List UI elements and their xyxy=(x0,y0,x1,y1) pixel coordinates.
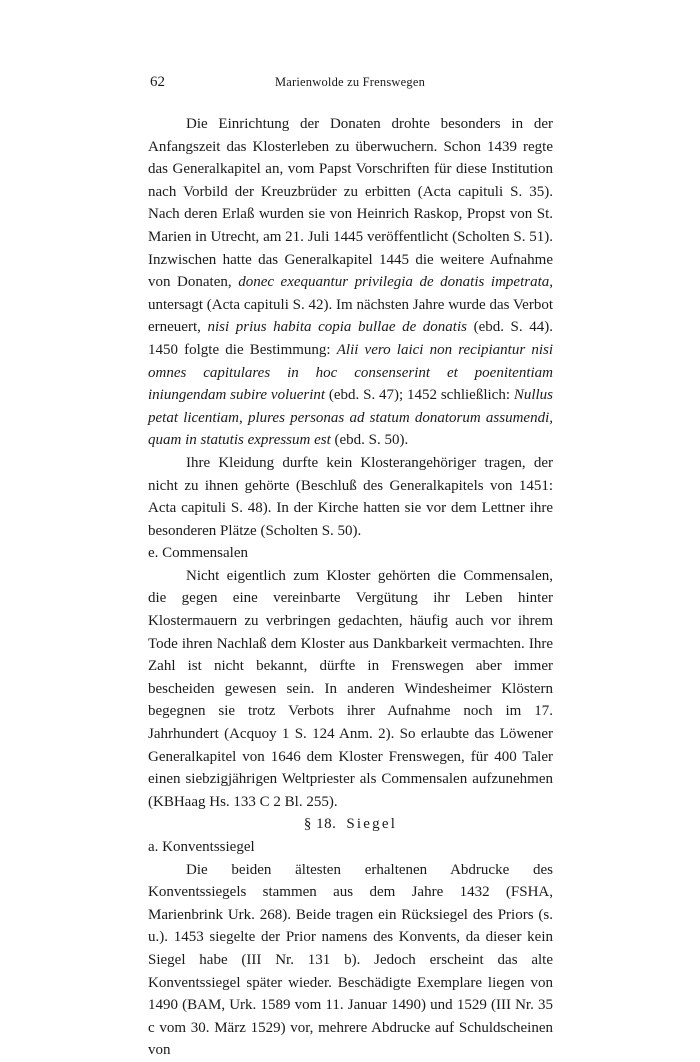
latin-quote: Nullus petat licentiam, plures personas ad statum donatorum assumendi, quam in statutis expressum est xyxy=(148,387,553,449)
section-heading xyxy=(148,813,553,836)
latin-quote: donec exequantur privilegia de donatis impetrata, xyxy=(238,274,553,291)
paragraph-kleidung: Ihre Kleidung durfte kein Klosterangehöriger tragen, der nicht zu ihnen gehörte (Beschluß des Generalkapitels von 1451: Acta capituli S. 48). In der Kirche hatten sie vor dem Lettner ihre besonderen Plätze (Scholten S. 50). xyxy=(148,454,553,539)
text-run: (ebd. S. 50). xyxy=(330,432,409,449)
text-run: untersagt (Acta capituli S. 42). Im nächsten Jahre wurde das Verbot erneuert, xyxy=(148,296,553,336)
page-number: 62 xyxy=(150,74,165,90)
text-run: Die Einrichtung der Donaten drohte besonders in der Anfangszeit das Klosterleben zu überwuchern. Schon 1439 regte das Generalkapitel an, vom Papst Vorschriften für diese Institution nach Vorbild der Kreuzbrüder zu erbitten (Acta capituli S. 35). Nach deren Erlaß wurden sie von Heinrich Raskop, Propst von St. Marien in Utrecht, am 21. Juli 1445 veröffentlicht (Scholten S. 51). Inzwischen hatte das Generalkapitel 1445 die weitere Aufnahme von Donaten, xyxy=(148,116,553,291)
section-title: Siegel xyxy=(346,816,398,833)
text-run: (ebd. S. 47); 1452 schließlich: xyxy=(325,387,514,404)
subheading-konventssiegel: a. Konventssiegel xyxy=(148,839,255,855)
paragraph-donaten xyxy=(148,113,553,452)
paragraph-commensalen: Nicht eigentlich zum Kloster gehörten die Commensalen, die gegen eine vereinbarte Vergütung ihr Leben hinter Klostermauern zu verbringen gedachten, häufig auch vor ihrem Tode ihren Nachlaß dem Kloster aus Dankbarkeit vermachten. Ihre Zahl ist nicht bekannt, dürfte in Frenswegen aber immer bescheiden gewesen sein. In anderen Windesheimer Klöstern begegnen sie trotz Verbots ihrer Aufnahme noch im 17. Jahrhundert (Acquoy 1 S. 124 Anm. 2). So erlaubte das Löwener Generalkapitel von 1646 dem Kloster Frenswegen, für 400 Taler einen siebzigjährigen Weltpriester als Commensalen aufzunehmen (KBHaag Hs. 133 C 2 Bl. 255). xyxy=(148,567,553,810)
running-title: Marienwolde zu Frenswegen xyxy=(274,75,426,89)
subheading-commensalen: e. Commensalen xyxy=(148,545,248,562)
main-text xyxy=(148,113,553,1062)
text-run: (ebd. S. 44). 1450 folgte die Bestimmung: xyxy=(148,319,553,358)
section-number: § 18. xyxy=(303,816,337,833)
paragraph-konventssiegel: Die beiden ältesten erhaltenen Abdrucke des Konventssiegels stammen aus dem Jahre 1432 (FSHA, Marienbrink Urk. 268). Beide tragen ein Rücksiegel des Priors (s. u.). 1453 siegelte der Prior namens des Konvents, da dieser kein Siegel habe (III Nr. 131 b). Jedoch erscheint das alte Konventssiegel später wieder. Beschädigte Exemplare liegen von 1490 (BAM, Urk. 1589 vom 11. Januar 1490) und 1529 (III Nr. 35 c vom 30. März 1529) vor, mehrere Abdrucke auf Schuldscheinen von xyxy=(148,861,553,1059)
latin-quote: Alii vero laici non recipiantur nisi omnes capitulares in hoc consenserint et poenitentiam iniungendam subire voluerint xyxy=(148,341,553,404)
latin-quote: nisi prius habita copia bullae de donatis xyxy=(207,319,467,336)
